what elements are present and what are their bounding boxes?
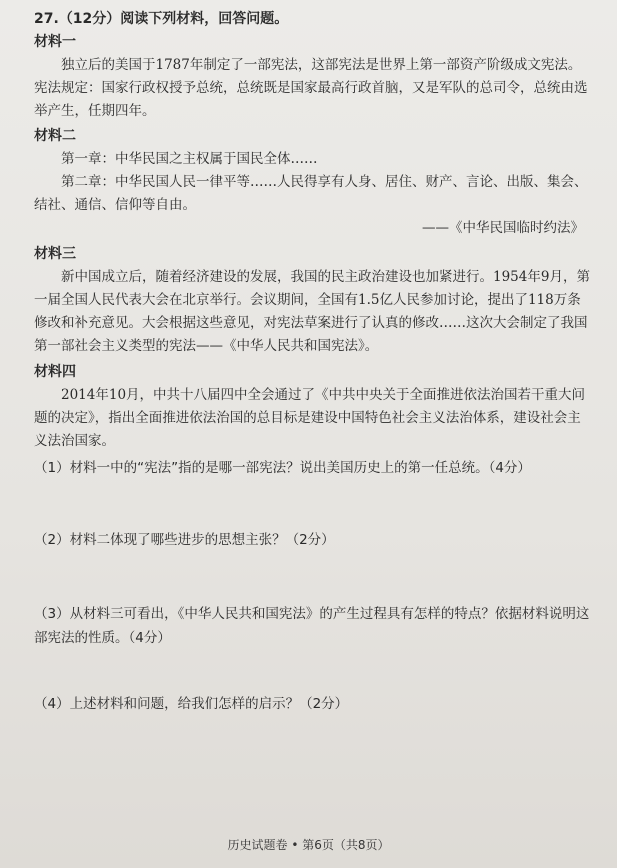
material-3 bbox=[34, 243, 594, 358]
material-2 bbox=[34, 125, 594, 240]
sub-question-4-text: （4）上述材料和问题，给我们怎样的启示？（2分） bbox=[34, 696, 349, 712]
page-footer: 历史试题卷 • 第6页（共8页） bbox=[227, 838, 390, 852]
question-intro: 27.（12分）阅读下列材料，回答问题。 bbox=[34, 11, 289, 27]
question-27-intro bbox=[34, 8, 594, 31]
sub-question-3 bbox=[34, 602, 594, 650]
sub-question-1-text: （1）材料一中的“宪法”指的是哪一部宪法？说出美国历史上的第一任总统。（4分） bbox=[34, 460, 531, 476]
material-1 bbox=[34, 31, 594, 123]
material-2-title: 材料二 bbox=[34, 128, 76, 144]
material-1-title: 材料一 bbox=[34, 34, 76, 50]
sub-question-4 bbox=[34, 692, 594, 716]
material-1-para-2: 宪法规定：国家行政权授予总统，总统既是国家最高行政首脑，又是军队的总司令，总统由选举产生，任期四年。 bbox=[34, 80, 588, 119]
sub-question-1 bbox=[34, 456, 594, 480]
material-4-title: 材料四 bbox=[34, 364, 76, 380]
sub-question-3-text: （3）从材料三可看出，《中华人民共和国宪法》的产生过程具有怎样的特点？依据材料说明这部宪法的性质。（4分） bbox=[34, 606, 590, 646]
sub-question-2 bbox=[34, 528, 594, 552]
material-3-para-1: 新中国成立后，随着经济建设的发展，我国的民主政治建设也加紧进行。1954年9月，第一届全国人民代表大会在北京举行。会议期间，全国有1.5亿人民参加讨论，提出了118万条修改和补充意见。大会根据这些意见，对宪法草案进行了认真的修改……这次大会制定了我国第一部社会主义类型的宪法——《中华人民共和国宪法》。 bbox=[34, 269, 590, 354]
material-4 bbox=[34, 361, 594, 453]
material-2-para-2: 第二章：中华民国人民一律平等……人民得享有人身、居住、财产、言论、出版、集会、结社、通信、信仰等自由。 bbox=[34, 174, 588, 213]
material-3-title: 材料三 bbox=[34, 246, 76, 262]
sub-question-2-text: （2）材料二体现了哪些进步的思想主张？（2分） bbox=[34, 532, 335, 548]
material-1-para-1: 独立后的美国于1787年制定了一部宪法，这部宪法是世界上第一部资产阶级成文宪法。 bbox=[61, 57, 582, 73]
material-4-para-1: 2014年10月，中共十八届四中全会通过了《中共中央关于全面推进依法治国若干重大问题的决定》，指出全面推进依法治国的总目标是建设中国特色社会主义法治体系，建设社会主义法治国家。 bbox=[34, 387, 586, 449]
material-2-source: ——《中华民国临时约法》 bbox=[422, 220, 584, 236]
material-2-para-1: 第一章：中华民国之主权属于国民全体…… bbox=[61, 151, 318, 167]
